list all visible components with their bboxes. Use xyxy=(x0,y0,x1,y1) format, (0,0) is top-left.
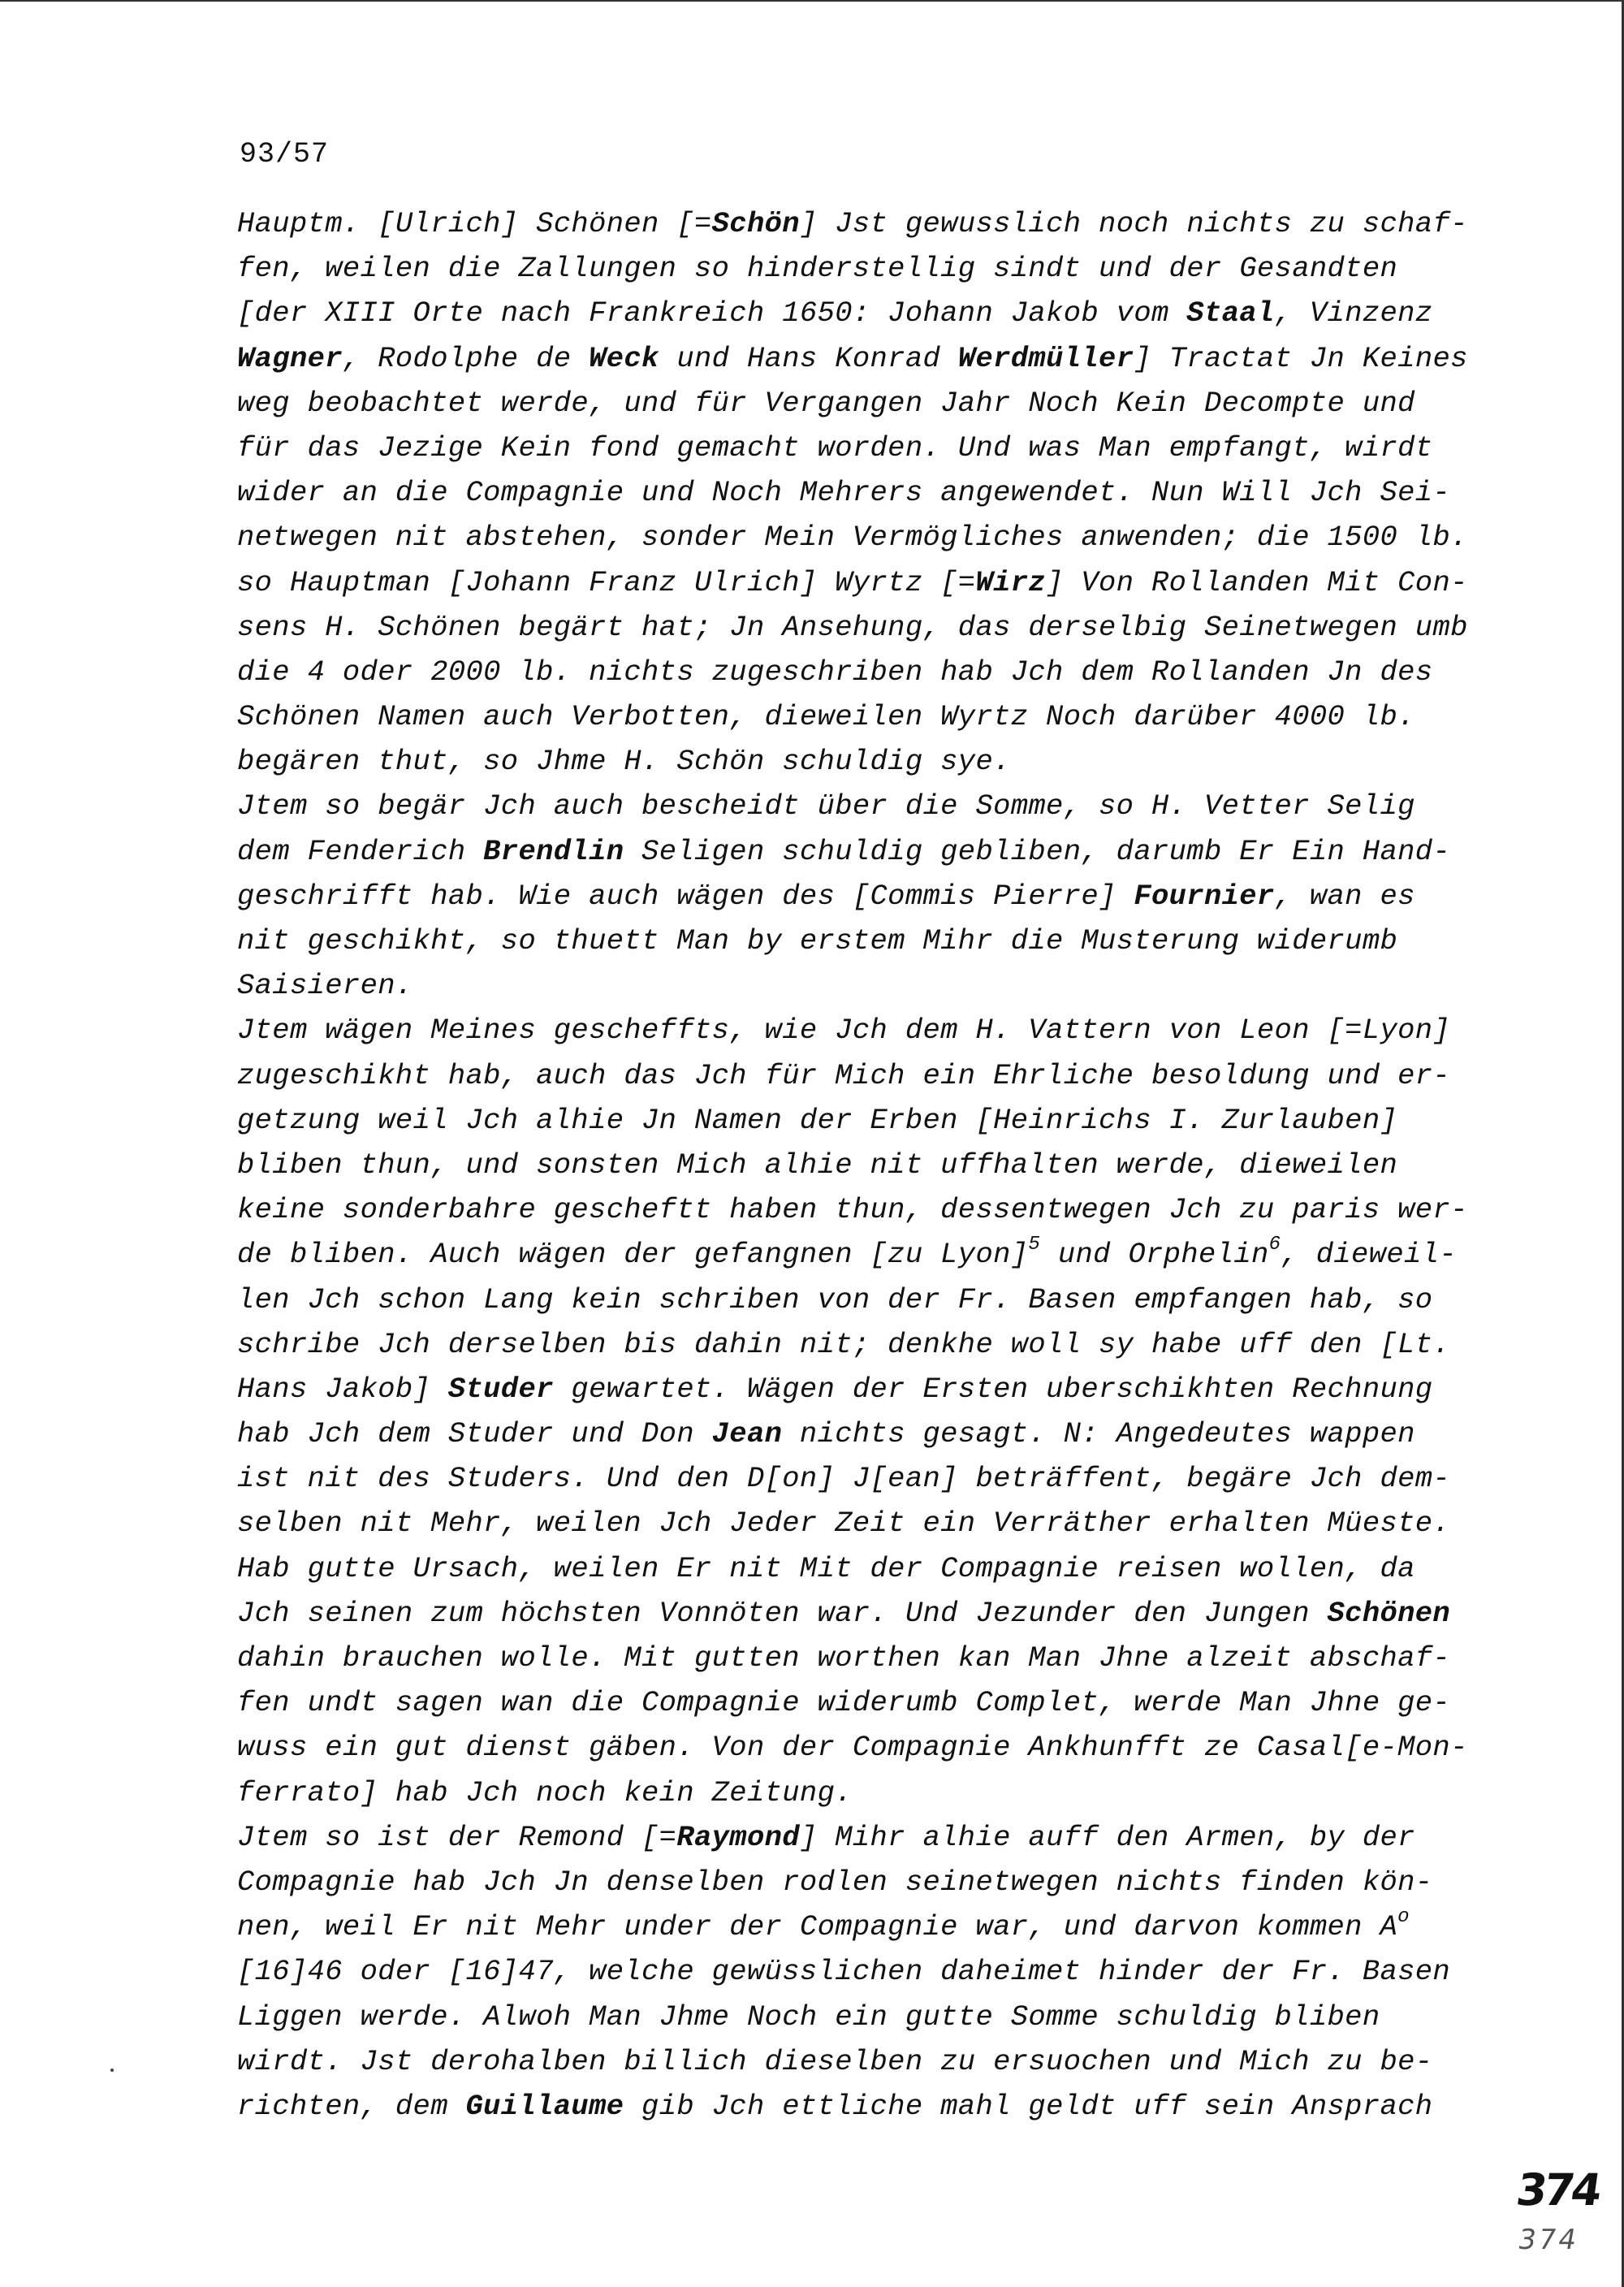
text-segment: schribe Jch derselben bis dahin nit; denkhe woll sy habe uff den [Lt. xyxy=(237,1327,1451,1361)
text-segment: keine sonderbahre gescheftt haben thun, dessentwegen Jch zu paris wer- xyxy=(237,1193,1468,1227)
text-segment: dahin brauchen wolle. Mit gutten worthen kan Man Jhne alzeit abschaf- xyxy=(237,1641,1451,1675)
text-segment: ] Jst gewusslich noch nichts zu schaf- xyxy=(799,207,1468,240)
text-segment: wirdt. Jst derohalben billich dieselben zu ersuochen und Mich zu be- xyxy=(237,2044,1433,2078)
text-segment: Hans Jakob] xyxy=(237,1372,448,1406)
text-segment: hab Jch dem Studer und Don xyxy=(237,1417,712,1451)
text-line xyxy=(237,1143,1488,1187)
text-segment: nit geschikht, so thuett Man by erstem Mihr die Musterung widerumb xyxy=(237,924,1398,958)
text-line xyxy=(237,1636,1488,1680)
text-segment: nichts gesagt. N: Angedeutes wappen xyxy=(782,1417,1415,1451)
text-line xyxy=(237,605,1488,650)
text-line xyxy=(237,1591,1488,1636)
text-segment: , Vinzenz xyxy=(1274,296,1433,331)
text-segment: ] Mihr alhie auff den Armen, by der xyxy=(799,1820,1415,1854)
text-segment: begären thut, so Jhme H. Schön schuldig sye. xyxy=(237,745,1011,779)
transcription-body xyxy=(237,201,1488,2129)
text-line xyxy=(237,1367,1488,1412)
text-segment: Jtem so ist der Remond [= xyxy=(237,1820,677,1854)
text-segment: für das Jezige Kein fond gemacht worden. Und was Man empfangt, wirdt xyxy=(237,430,1433,465)
text-line xyxy=(237,560,1488,605)
bold-name: Wirz xyxy=(975,565,1047,599)
text-line xyxy=(237,381,1488,426)
text-segment: Jtem wägen Meines gescheffts, wie Jch dem H. Vattern von Leon [=Lyon] xyxy=(237,1014,1451,1048)
text-line xyxy=(237,1725,1488,1770)
text-segment: wider an die Compagnie und Noch Mehrers angewendet. Nun Will Jch Sei- xyxy=(237,476,1451,510)
text-line xyxy=(237,1232,1488,1277)
text-segment: richten, dem xyxy=(237,2089,466,2123)
text-segment: netwegen nit abstehen, sonder Mein Vermögliches anwenden; die 1500 lb. xyxy=(237,521,1468,555)
archive-number-stamp: 374 xyxy=(1513,2164,1603,2216)
bold-name: Brendlin xyxy=(483,834,624,868)
text-segment: ] Tractat Jn Keines xyxy=(1134,341,1468,375)
bold-name: Fournier xyxy=(1134,879,1275,913)
bold-name: Wagner xyxy=(237,341,343,375)
text-segment: geschrifft hab. Wie auch wägen des [Commis Pierre] xyxy=(237,879,1134,913)
text-segment: [16]46 oder [16]47, welche gewüsslichen daheimet hinder der Fr. Basen xyxy=(237,1955,1451,1989)
bold-name: Staal xyxy=(1186,296,1275,331)
text-line xyxy=(237,1995,1488,2039)
text-segment: ] Von Rollanden Mit Con- xyxy=(1046,565,1468,599)
bold-name: Jean xyxy=(711,1417,783,1451)
text-line xyxy=(237,1322,1488,1367)
archive-number-pencil: 374 xyxy=(1515,2224,1582,2256)
text-segment: die 4 oder 2000 lb. nichts zugeschriben hab Jch dem Rollanden Jn des xyxy=(237,655,1433,689)
text-line xyxy=(237,1412,1488,1456)
bold-name: Schönen xyxy=(1327,1596,1451,1630)
text-segment: fen undt sagen wan die Compagnie widerumb Complet, werde Man Jhne ge- xyxy=(237,1686,1451,1720)
text-line xyxy=(237,1546,1488,1591)
text-segment: sens H. Schönen begärt hat; Jn Ansehung, das derselbig Seinetwegen umb xyxy=(237,610,1468,644)
text-line xyxy=(237,1053,1488,1098)
bold-name: Guillaume xyxy=(465,2089,624,2123)
text-line xyxy=(237,1949,1488,1994)
text-segment: , Rodolphe de xyxy=(342,341,590,375)
text-line xyxy=(237,1456,1488,1501)
bold-name: Schön xyxy=(711,207,800,240)
text-segment: gewartet. Wägen der Ersten uberschikhten Rechnung xyxy=(553,1372,1433,1406)
text-line xyxy=(237,829,1488,874)
text-line xyxy=(237,874,1488,919)
bold-name: Weck xyxy=(589,341,659,375)
text-line xyxy=(237,1501,1488,1546)
text-segment: de bliben. Auch wägen der gefangnen [zu Lyon] xyxy=(237,1238,1029,1272)
text-line xyxy=(237,784,1488,828)
text-line xyxy=(237,291,1488,335)
text-segment: Compagnie hab Jch Jn denselben rodlen seinetwegen nichts finden kön- xyxy=(237,1865,1433,1899)
text-line xyxy=(237,1680,1488,1725)
text-line xyxy=(237,426,1488,470)
text-segment: getzung weil Jch alhie Jn Namen der Erben [Heinrichs I. Zurlauben] xyxy=(237,1103,1398,1137)
footnote-marker: 5 xyxy=(1028,1234,1041,1256)
text-segment: zugeschikht hab, auch das Jch für Mich ein Ehrliche besoldung und er- xyxy=(237,1058,1451,1092)
text-segment: ferrato] hab Jch noch kein Zeitung. xyxy=(237,1775,853,1809)
text-segment: wuss ein gut dienst gäben. Von der Compagnie Ankhunfft ze Casal[e-Mon- xyxy=(237,1731,1468,1765)
text-segment: Saisieren. xyxy=(237,969,413,1003)
scan-edge-top xyxy=(0,0,1624,2)
text-segment: Schönen Namen auch Verbotten, dieweilen Wyrtz Noch darüber 4000 lb. xyxy=(237,700,1415,734)
bold-name: Werdmüller xyxy=(957,341,1134,375)
text-line xyxy=(237,1008,1488,1053)
text-segment: fen, weilen die Zallungen so hinderstellig sindt und der Gesandten xyxy=(237,252,1398,286)
text-segment: so Hauptman [Johann Franz Ulrich] Wyrtz [= xyxy=(237,565,976,599)
text-line xyxy=(237,1098,1488,1143)
text-line xyxy=(237,470,1488,515)
text-line xyxy=(237,1770,1488,1815)
text-segment: , wan es xyxy=(1274,879,1415,913)
stray-mark xyxy=(110,2069,114,2072)
bold-name: Raymond xyxy=(676,1820,800,1854)
text-segment: , dieweil- xyxy=(1281,1238,1457,1272)
page-number: 93/57 xyxy=(240,138,330,171)
text-line xyxy=(237,694,1488,739)
text-line xyxy=(237,1187,1488,1232)
text-line xyxy=(237,739,1488,784)
text-line xyxy=(237,1278,1488,1322)
text-segment: gib Jch ettliche mahl geldt uff sein Ansprach xyxy=(624,2089,1433,2123)
text-line xyxy=(237,1860,1488,1904)
text-segment: bliben thun, und sonsten Mich alhie nit uffhalten werde, dieweilen xyxy=(237,1148,1398,1182)
footnote-marker: o xyxy=(1397,1906,1410,1929)
text-line xyxy=(237,1815,1488,1860)
text-segment: und Orphelin xyxy=(1040,1238,1269,1272)
text-segment: Jch seinen zum höchsten Vonnöten war. Und Jezunder den Jungen xyxy=(237,1596,1328,1630)
text-segment: Hab gutte Ursach, weilen Er nit Mit der Compagnie reisen wollen, da xyxy=(237,1551,1415,1585)
text-line xyxy=(237,919,1488,963)
text-line xyxy=(237,2084,1488,2129)
text-line xyxy=(237,963,1488,1008)
text-line xyxy=(237,515,1488,560)
text-segment: ist nit des Studers. Und den D[on] J[ean] beträffent, begäre Jch dem- xyxy=(237,1462,1451,1496)
text-segment: Jtem so begär Jch auch bescheidt über die Somme, so H. Vetter Selig xyxy=(237,789,1415,824)
text-line xyxy=(237,1904,1488,1949)
text-segment: dem Fenderich xyxy=(237,834,484,868)
text-line xyxy=(237,201,1488,246)
text-line xyxy=(237,2039,1488,2084)
text-segment: weg beobachtet werde, und für Vergangen Jahr Noch Kein Decompte und xyxy=(237,386,1415,420)
text-segment: Hauptm. [Ulrich] Schönen [= xyxy=(237,207,712,240)
text-segment: selben nit Mehr, weilen Jch Jeder Zeit ein Verräther erhalten Müeste. xyxy=(237,1507,1451,1541)
text-segment: nen, weil Er nit Mehr under der Compagnie war, und darvon kommen A xyxy=(237,1910,1398,1944)
text-line xyxy=(237,246,1488,291)
text-segment: Liggen werde. Alwoh Man Jhme Noch ein gutte Somme schuldig bliben xyxy=(237,2000,1380,2034)
text-segment: [der XIII Orte nach Frankreich 1650: Johann Jakob vom xyxy=(237,296,1187,331)
footnote-marker: 6 xyxy=(1268,1234,1281,1256)
bold-name: Studer xyxy=(447,1372,554,1406)
text-segment: len Jch schon Lang kein schriben von der Fr. Basen empfangen hab, so xyxy=(237,1282,1433,1316)
text-segment: und Hans Konrad xyxy=(659,341,958,375)
text-line xyxy=(237,336,1488,381)
text-line xyxy=(237,650,1488,694)
text-segment: Seligen schuldig gebliben, darumb Er Ein Hand- xyxy=(624,834,1451,868)
